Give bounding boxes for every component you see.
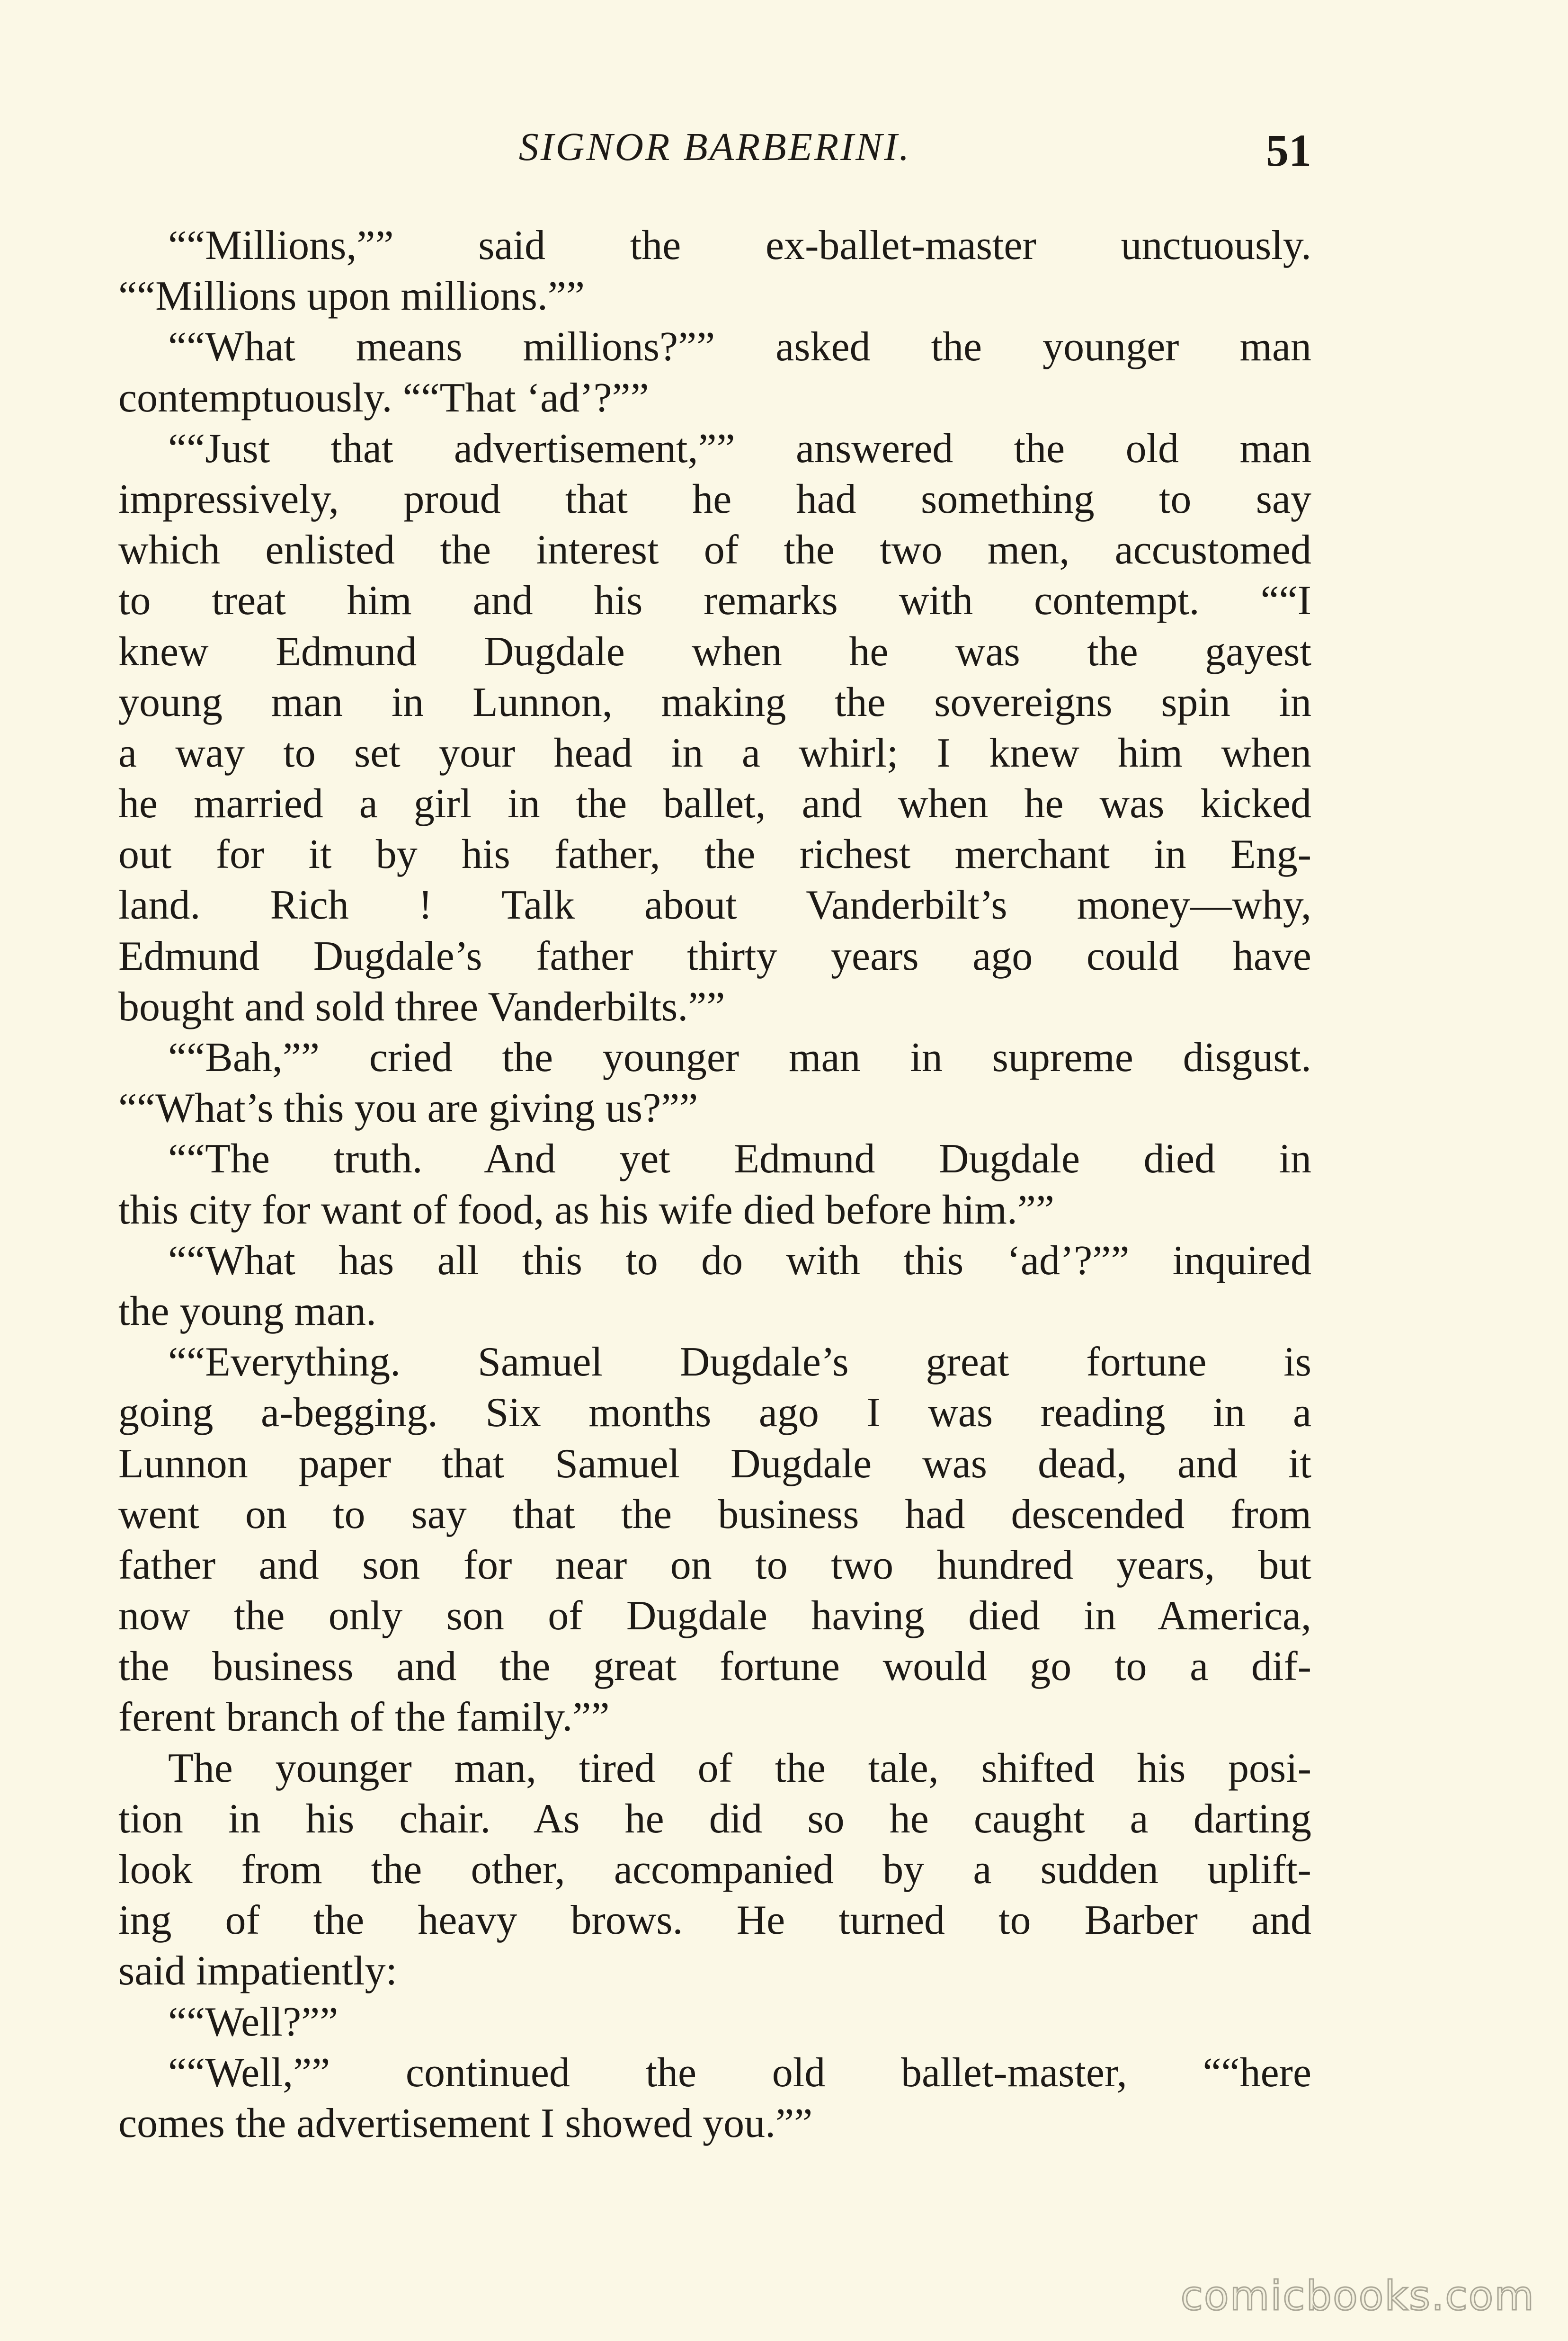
text-line: ““What has all this to do with this ‘ad’?”” inquired <box>168 1237 1311 1284</box>
page-number: 51 <box>1266 125 1311 176</box>
text-line: out for it by his father, the richest merchant in Eng- <box>118 831 1311 878</box>
text-line: this city for want of food, as his wife died before him.”” <box>118 1187 1054 1233</box>
text-line: father and son for near on to two hundred years, but <box>118 1542 1311 1588</box>
text-line: the young man. <box>118 1288 377 1334</box>
text-line: bought and sold three Vanderbilts.”” <box>118 983 725 1030</box>
text-line: now the only son of Dugdale having died in America, <box>118 1593 1311 1639</box>
text-line: ““What’s this you are giving us?”” <box>118 1085 698 1132</box>
text-line: a way to set your head in a whirl; I knew him when <box>118 730 1311 776</box>
text-line: Lunnon paper that Samuel Dugdale was dead, and it <box>118 1440 1311 1487</box>
running-title: SIGNOR BARBERINI. <box>518 125 911 169</box>
text-line: ““What means millions?”” asked the younger man <box>168 324 1311 370</box>
text-line: tion in his chair. As he did so he caught a darting <box>118 1796 1311 1842</box>
text-line: ing of the heavy brows. He turned to Barber and <box>118 1897 1311 1944</box>
text-line: going a-begging. Six months ago I was reading in a <box>118 1390 1311 1436</box>
text-line: ““Everything. Samuel Dugdale’s great fortune is <box>168 1339 1311 1385</box>
text-line: ““Millions,”” said the ex-ballet-master unctuously. <box>168 223 1311 268</box>
text-line: to treat him and his remarks with contempt. ““I <box>118 578 1311 624</box>
text-line: contemptuously. ““That ‘ad’?”” <box>118 375 649 421</box>
text-line: said impatiently: <box>118 1948 398 1994</box>
text-line: young man in Lunnon, making the sovereigns spin in <box>118 679 1311 725</box>
watermark: comicbooks.com <box>1180 2272 1535 2320</box>
text-line: land. Rich ! Talk about Vanderbilt’s money—why, <box>118 882 1311 929</box>
text-line: he married a girl in the ballet, and when he was kicked <box>118 781 1311 827</box>
text-line: ““The truth. And yet Edmund Dugdale died in <box>168 1136 1311 1182</box>
text-line: Edmund Dugdale’s father thirty years ago could have <box>118 933 1311 979</box>
text-line: ““Just that advertisement,”” answered the old man <box>168 425 1311 472</box>
text-line: ““Well,”” continued the old ballet-master, ““here <box>168 2049 1311 2096</box>
text-line: went on to say that the business had descended from <box>118 1491 1311 1537</box>
text-line: knew Edmund Dugdale when he was the gayest <box>118 628 1311 675</box>
body-text <box>118 220 1311 2149</box>
text-line: which enlisted the interest of the two men, accustomed <box>118 527 1311 573</box>
page-header <box>118 124 1311 181</box>
text-line: ““Well?”” <box>168 1999 339 2045</box>
text-line: ferent branch of the family.”” <box>118 1694 610 1741</box>
text-line: comes the advertisement I showed you.”” <box>118 2100 813 2146</box>
text-line: The younger man, tired of the tale, shifted his posi- <box>168 1745 1311 1791</box>
text-line: ““Millions upon millions.”” <box>118 273 585 320</box>
text-line: look from the other, accompanied by a sudden uplift- <box>118 1847 1311 1893</box>
text-line: the business and the great fortune would go to a dif- <box>118 1644 1311 1690</box>
text-line: ““Bah,”” cried the younger man in supreme disgust. <box>168 1035 1311 1081</box>
text-line: impressively, proud that he had something to say <box>118 476 1311 522</box>
